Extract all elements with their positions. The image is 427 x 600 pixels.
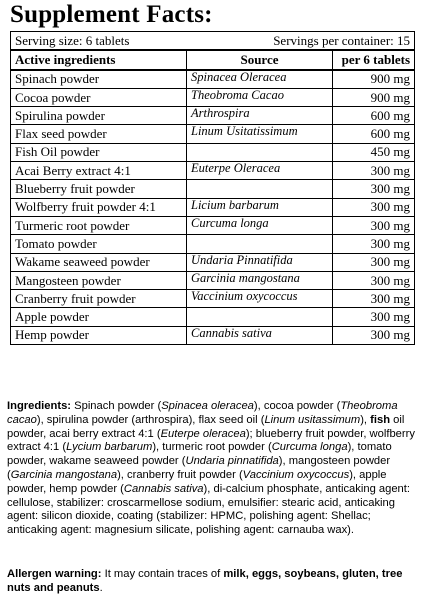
ingredients-segment: ), apple powder, hemp powder (	[7, 468, 387, 495]
allergen-segment: milk, eggs, soybeans, gluten, tree nuts and peanuts	[7, 568, 403, 594]
table-row	[11, 235, 415, 253]
table-row	[11, 271, 415, 289]
table-row	[11, 107, 415, 125]
table-row	[11, 162, 415, 180]
cell-amount: 300 mg	[333, 198, 415, 216]
header-row	[11, 50, 415, 69]
cell-amount: 300 mg	[333, 162, 415, 180]
ingredients-segment: Theobroma cacao	[7, 400, 398, 426]
ingredients-segment: ); blueberry fruit powder, wolfberry extract 4:1 (	[7, 427, 415, 454]
ingredients-segment: Ingredients:	[7, 400, 72, 412]
cell-ingredient: Acai Berry extract 4:1	[11, 162, 187, 180]
allergen-segment: .	[99, 581, 103, 594]
table-row	[11, 125, 415, 143]
ingredients-segment: ), turmeric root powder (	[152, 441, 272, 454]
header-source: Source	[187, 50, 333, 69]
cell-amount: 300 mg	[333, 235, 415, 253]
table-row	[11, 216, 415, 234]
table-row	[11, 308, 415, 326]
cell-ingredient: Blueberry fruit powder	[11, 180, 187, 198]
cell-amount: 300 mg	[333, 326, 415, 344]
cell-amount: 300 mg	[333, 216, 415, 234]
cell-source	[187, 143, 333, 161]
cell-source	[187, 308, 333, 326]
serving-row	[11, 32, 415, 51]
table-row	[11, 88, 415, 106]
ingredients-segment: Garcinia mangostana	[10, 468, 118, 481]
cell-ingredient: Cocoa powder	[11, 88, 187, 106]
servings-per-container: Servings per container: 15	[187, 32, 415, 51]
table-row	[11, 143, 415, 161]
ingredients-segment: ), tomato powder, wakame seaweed powder (	[7, 441, 392, 468]
table-row	[11, 198, 415, 216]
cell-source	[187, 180, 333, 198]
cell-ingredient: Apple powder	[11, 308, 187, 326]
cell-amount: 450 mg	[333, 143, 415, 161]
cell-ingredient: Mangosteen powder	[11, 271, 187, 289]
cell-source: Arthrospira	[187, 107, 333, 125]
table-row	[11, 253, 415, 271]
ingredients-segment: ), mangosteen powder (	[7, 455, 391, 481]
ingredients-segment: Curcuma longa	[271, 441, 348, 454]
ingredients-segment: Spinach powder (	[71, 400, 162, 412]
cell-source: Vaccinium oxycoccus	[187, 290, 333, 308]
header-ingredient: Active ingredients	[11, 50, 187, 69]
ingredients-segment: Linum usitassimum	[264, 413, 361, 426]
cell-ingredient: Fish Oil powder	[11, 143, 187, 161]
cell-amount: 300 mg	[333, 290, 415, 308]
cell-amount: 300 mg	[333, 253, 415, 271]
allergen-segment: Allergen warning:	[7, 568, 102, 580]
cell-amount: 300 mg	[333, 308, 415, 326]
ingredients-segment: oil powder, acai berry extract 4:1 (	[7, 413, 405, 440]
ingredients-segment: ),	[360, 413, 371, 426]
cell-source: Licium barbarum	[187, 198, 333, 216]
cell-amount: 300 mg	[333, 180, 415, 198]
cell-source: Theobroma Cacao	[187, 88, 333, 106]
supplement-facts-title: Supplement Facts:	[10, 1, 213, 28]
cell-amount: 900 mg	[333, 88, 415, 106]
cell-ingredient: Spinach powder	[11, 70, 187, 89]
cell-source: Curcuma longa	[187, 216, 333, 234]
cell-ingredient: Tomato powder	[11, 235, 187, 253]
ingredients-segment: Vaccinium oxycoccus	[242, 468, 350, 481]
cell-ingredient: Cranberry fruit powder	[11, 290, 187, 308]
cell-source: Cannabis sativa	[187, 326, 333, 344]
cell-amount: 600 mg	[333, 107, 415, 125]
cell-ingredient: Hemp powder	[11, 326, 187, 344]
ingredients-segment: Undaria pinnatifida	[185, 455, 279, 468]
table-row	[11, 70, 415, 89]
cell-source: Undaria Pinnatifida	[187, 253, 333, 271]
cell-source	[187, 235, 333, 253]
ingredients-segment: Lycium barbarum	[66, 441, 153, 454]
ingredients-segment: Cannabis sativa	[123, 482, 204, 495]
cell-ingredient: Flax seed powder	[11, 125, 187, 143]
ingredients-segment: ), di-calcium phosphate, anticaking agent: cellulose, stabilizer: croscarmellose sodium, emulsifier: stearic acid, anticaking agent: silicon dioxide, coating (stabilizer: HPMC, polishing agent: Shellac; anticaking agent: magnesium silicate, polishing agent: carnauba wax).	[7, 482, 410, 537]
allergen-warning	[7, 568, 415, 596]
header-amount: per 6 tablets	[333, 50, 415, 69]
supplement-facts-table	[10, 31, 415, 345]
ingredients-paragraph	[7, 400, 415, 538]
cell-amount: 900 mg	[333, 70, 415, 89]
cell-amount: 600 mg	[333, 125, 415, 143]
ingredients-segment: ), cocoa powder (	[253, 400, 341, 412]
ingredients-segment: ), spirulina powder (arthrospira), flax seed oil (	[36, 413, 265, 426]
ingredients-segment: Euterpe oleracea	[160, 427, 246, 440]
cell-ingredient: Wakame seaweed powder	[11, 253, 187, 271]
cell-ingredient: Turmeric root powder	[11, 216, 187, 234]
cell-ingredient: Wolfberry fruit powder 4:1	[11, 198, 187, 216]
table-row	[11, 180, 415, 198]
serving-size: Serving size: 6 tablets	[11, 32, 187, 51]
cell-amount: 300 mg	[333, 271, 415, 289]
table-row	[11, 326, 415, 344]
ingredient-rows	[11, 70, 415, 345]
ingredients-segment: fish	[370, 413, 391, 426]
ingredients-segment: ), cranberry fruit powder (	[117, 468, 243, 481]
allergen-segment: It may contain traces of	[101, 568, 224, 580]
cell-source: Garcinia mangostana	[187, 271, 333, 289]
cell-source: Euterpe Oleracea	[187, 162, 333, 180]
cell-ingredient: Spirulina powder	[11, 107, 187, 125]
cell-source: Spinacea Oleracea	[187, 70, 333, 89]
cell-source: Linum Usitatissimum	[187, 125, 333, 143]
table-row	[11, 290, 415, 308]
ingredients-segment: Spinacea oleracea	[161, 400, 254, 412]
